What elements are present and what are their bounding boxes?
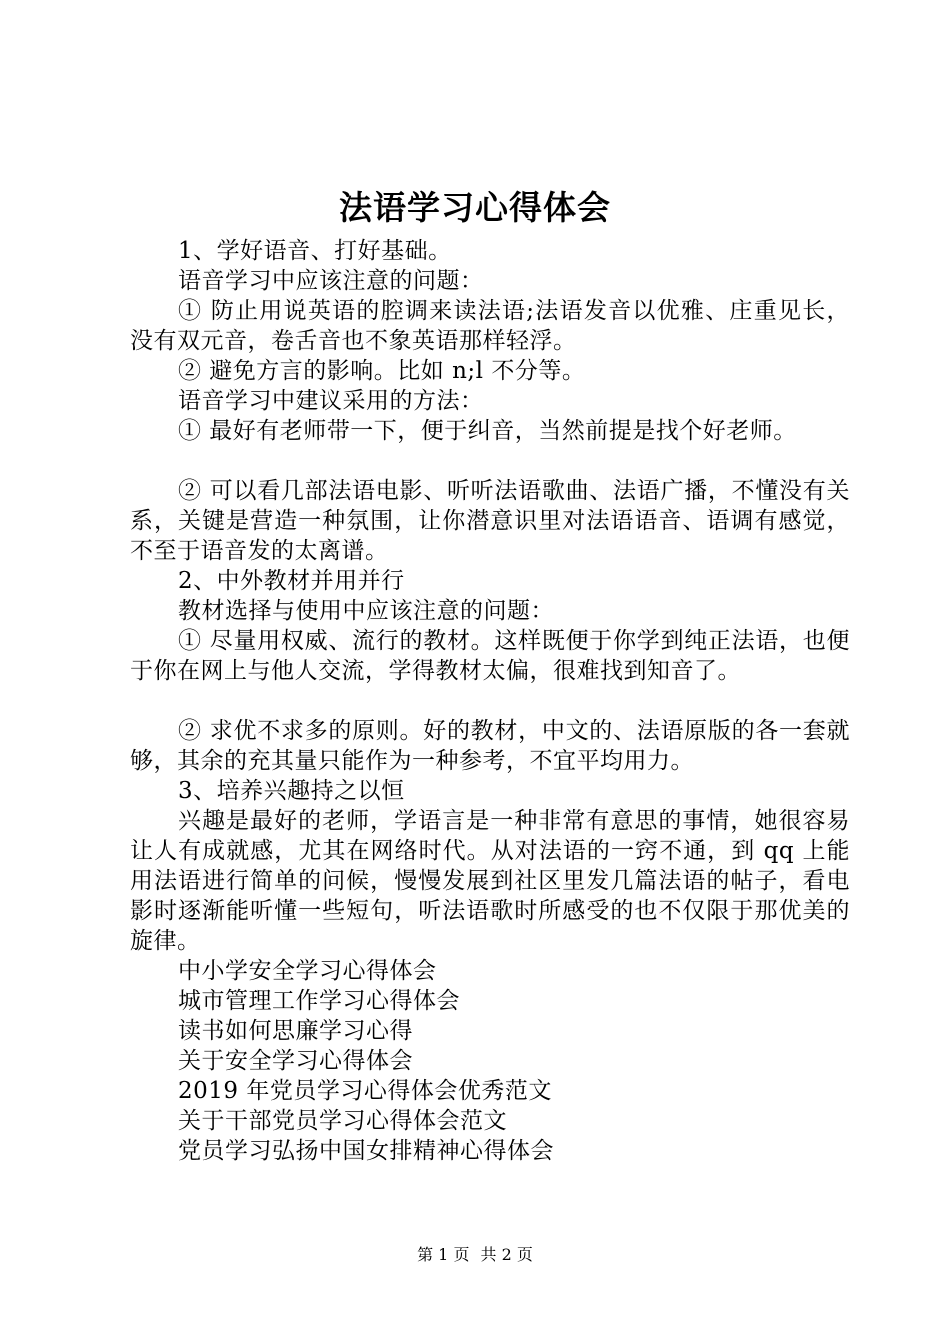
- paragraph: ② 避免方言的影响。比如 n;l 不分等。: [178, 358, 586, 384]
- related-link[interactable]: 党员学习弘扬中国女排精神心得体会: [178, 1138, 554, 1164]
- blank-line: [130, 446, 850, 476]
- page-number-total: 共 2 页: [480, 1245, 533, 1264]
- paragraph: ② 求优不求多的原则。好的教材，中文的、法语原版的各一套就够，其余的充其量只能作为一种参考，不宜平均用力。: [130, 718, 850, 774]
- related-link[interactable]: 关于安全学习心得体会: [178, 1048, 413, 1074]
- document-body: [130, 236, 850, 1166]
- related-link[interactable]: 中小学安全学习心得体会: [178, 958, 437, 984]
- paragraph-heading-2: 2、中外教材并用并行: [178, 568, 405, 594]
- related-link[interactable]: 2019 年党员学习心得体会优秀范文: [178, 1078, 552, 1104]
- document-title: 法语学习心得体会: [339, 188, 611, 227]
- blank-line: [130, 686, 850, 716]
- paragraph: ① 防止用说英语的腔调来读法语;法语发音以优雅、庄重见长，没有双元音，卷舌音也不象英语那样轻浮。: [130, 298, 850, 354]
- paragraph: 教材选择与使用中应该注意的问题：: [178, 598, 554, 624]
- paragraph: 语音学习中建议采用的方法：: [178, 388, 484, 414]
- page-number-current: 第 1 页: [417, 1245, 470, 1264]
- related-link[interactable]: 城市管理工作学习心得体会: [178, 988, 460, 1014]
- paragraph: ② 可以看几部法语电影、听听法语歌曲、法语广播，不懂没有关系，关键是营造一种氛围，让你潜意识里对法语语音、语调有感觉，不至于语音发的太离谱。: [130, 478, 850, 564]
- related-link[interactable]: 关于干部党员学习心得体会范文: [178, 1108, 507, 1134]
- paragraph-heading-3: 3、培养兴趣持之以恒: [178, 778, 405, 804]
- page-footer: [0, 1245, 950, 1265]
- paragraph-heading-1: 1、学好语音、打好基础。: [178, 238, 452, 264]
- paragraph: ① 最好有老师带一下，便于纠音，当然前提是找个好老师。: [178, 418, 797, 444]
- paragraph: ① 尽量用权威、流行的教材。这样既便于你学到纯正法语，也便于你在网上与他人交流，学得教材太偏，很难找到知音了。: [130, 628, 850, 684]
- paragraph: 语音学习中应该注意的问题：: [178, 268, 484, 294]
- paragraph: 兴趣是最好的老师，学语言是一种非常有意思的事情，她很容易让人有成就感，尤其在网络时代。从对法语的一窍不通，到 qq 上能用法语进行简单的问候，慢慢发展到社区里发几篇法语的帖子，看电影时逐渐能听懂一些短句，听法语歌时所感受的也不仅限于那优美的旋律。: [130, 808, 850, 954]
- related-link[interactable]: 读书如何思廉学习心得: [178, 1018, 413, 1044]
